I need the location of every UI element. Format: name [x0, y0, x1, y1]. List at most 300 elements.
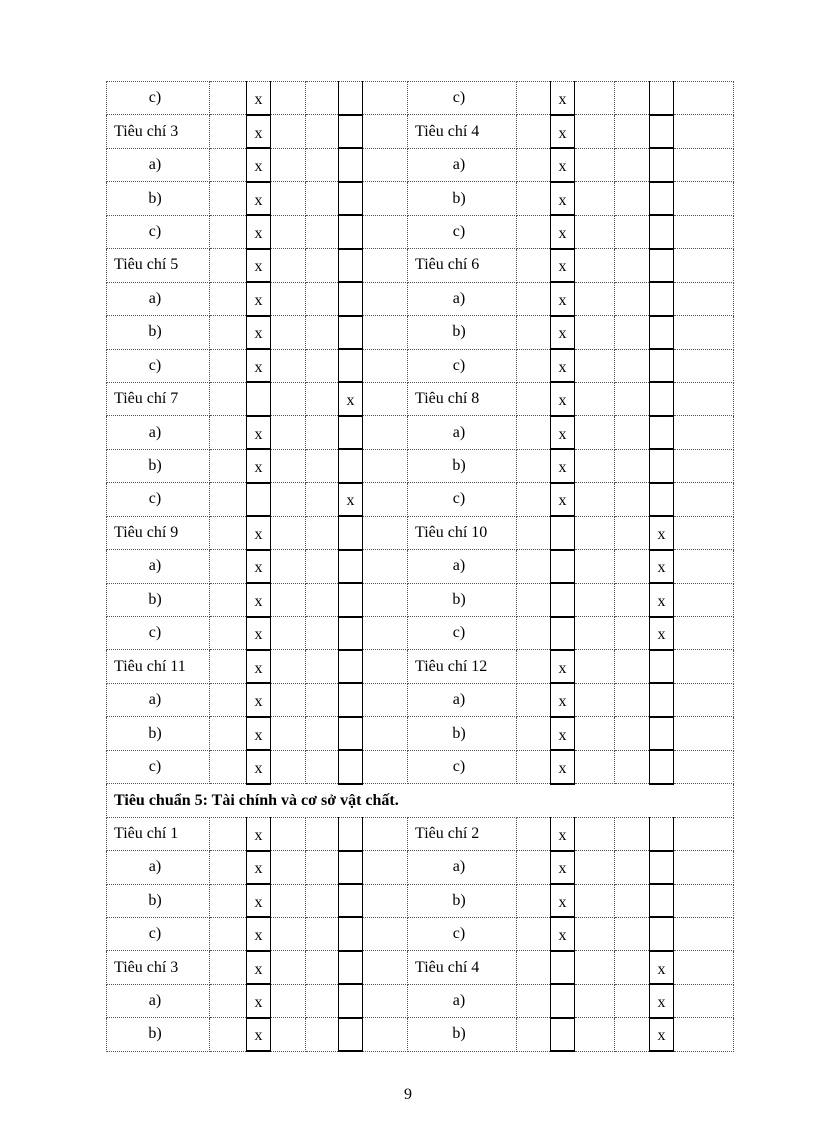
left-blank-cell	[306, 617, 339, 650]
criterion-row	[107, 349, 734, 382]
left-blank-cell	[306, 984, 339, 1017]
left-mark-1: x	[254, 626, 263, 644]
left-mark-cell-2	[339, 249, 363, 282]
right-blank-cell	[575, 650, 615, 683]
left-mark-1: x	[254, 459, 263, 477]
right-blank-cell	[674, 349, 734, 382]
left-mark-1: x	[254, 358, 263, 376]
right-criterion-label: Tiêu chí 2	[408, 817, 517, 850]
right-blank-cell	[575, 717, 615, 750]
left-mark-cell-1	[247, 516, 271, 549]
right-blank-cell	[517, 82, 551, 115]
right-blank-cell	[575, 851, 615, 884]
left-mark-1: x	[254, 425, 263, 443]
left-blank-cell	[306, 82, 339, 115]
left-criterion-label: b)	[107, 182, 210, 215]
right-blank-cell	[575, 683, 615, 716]
left-blank-cell	[271, 382, 306, 415]
right-blank-cell	[517, 617, 551, 650]
left-mark-cell-2	[339, 483, 363, 516]
right-mark-cell-2	[650, 282, 674, 315]
right-blank-cell	[615, 1018, 650, 1051]
right-criterion-label: a)	[408, 851, 517, 884]
left-blank-cell	[363, 650, 408, 683]
left-mark-cell-1	[247, 884, 271, 917]
right-blank-cell	[575, 316, 615, 349]
left-mark-cell-1	[247, 817, 271, 850]
right-mark-cell-1	[551, 851, 575, 884]
left-blank-cell	[363, 115, 408, 148]
left-criterion-label: Tiêu chí 7	[107, 382, 210, 415]
left-blank-cell	[210, 182, 247, 215]
left-blank-cell	[210, 215, 247, 248]
right-mark-2: x	[657, 994, 666, 1012]
right-blank-cell	[575, 148, 615, 181]
right-blank-cell	[517, 148, 551, 181]
left-blank-cell	[210, 349, 247, 382]
left-blank-cell	[363, 282, 408, 315]
right-blank-cell	[517, 1018, 551, 1051]
left-blank-cell	[363, 717, 408, 750]
right-blank-cell	[615, 984, 650, 1017]
criterion-row	[107, 951, 734, 984]
left-blank-cell	[363, 516, 408, 549]
left-blank-cell	[363, 1018, 408, 1051]
left-blank-cell	[306, 917, 339, 950]
left-mark-cell-2	[339, 951, 363, 984]
right-blank-cell	[615, 951, 650, 984]
right-mark-cell-2	[650, 851, 674, 884]
right-mark-cell-2	[650, 449, 674, 482]
left-criterion-label: c)	[107, 82, 210, 115]
left-blank-cell	[210, 449, 247, 482]
left-blank-cell	[306, 483, 339, 516]
right-criterion-label: a)	[408, 550, 517, 583]
right-blank-cell	[674, 817, 734, 850]
left-mark-cell-2	[339, 617, 363, 650]
left-mark-1: x	[254, 726, 263, 744]
right-mark-cell-2	[650, 917, 674, 950]
left-mark-cell-1	[247, 583, 271, 616]
left-blank-cell	[210, 382, 247, 415]
right-blank-cell	[615, 817, 650, 850]
right-mark-cell-1	[551, 617, 575, 650]
right-mark-cell-1	[551, 917, 575, 950]
right-mark-cell-1	[551, 382, 575, 415]
left-blank-cell	[363, 215, 408, 248]
left-blank-cell	[210, 951, 247, 984]
left-mark-cell-1	[247, 249, 271, 282]
right-blank-cell	[517, 449, 551, 482]
left-mark-2: x	[346, 492, 355, 510]
left-mark-cell-2	[339, 349, 363, 382]
left-mark-cell-1	[247, 215, 271, 248]
right-blank-cell	[575, 984, 615, 1017]
left-blank-cell	[306, 683, 339, 716]
left-mark-cell-2	[339, 884, 363, 917]
right-criterion-label: c)	[408, 917, 517, 950]
left-mark-cell-1	[247, 683, 271, 716]
right-blank-cell	[674, 282, 734, 315]
left-criterion-label: c)	[107, 215, 210, 248]
right-mark-cell-1	[551, 817, 575, 850]
left-criterion-label: b)	[107, 316, 210, 349]
right-mark-cell-2	[650, 316, 674, 349]
left-blank-cell	[306, 1018, 339, 1051]
left-criterion-label: b)	[107, 1018, 210, 1051]
left-blank-cell	[271, 416, 306, 449]
right-blank-cell	[517, 683, 551, 716]
left-blank-cell	[363, 550, 408, 583]
right-blank-cell	[615, 917, 650, 950]
right-blank-cell	[674, 316, 734, 349]
left-blank-cell	[306, 583, 339, 616]
right-blank-cell	[674, 215, 734, 248]
right-blank-cell	[517, 516, 551, 549]
left-blank-cell	[271, 516, 306, 549]
left-mark-cell-2	[339, 851, 363, 884]
left-mark-cell-2	[339, 316, 363, 349]
left-blank-cell	[210, 984, 247, 1017]
left-blank-cell	[271, 82, 306, 115]
right-mark-1: x	[558, 826, 567, 844]
right-mark-cell-2	[650, 82, 674, 115]
right-blank-cell	[674, 382, 734, 415]
left-blank-cell	[210, 750, 247, 783]
right-mark-cell-1	[551, 148, 575, 181]
right-blank-cell	[615, 182, 650, 215]
right-mark-1: x	[558, 893, 567, 911]
left-mark-cell-2	[339, 717, 363, 750]
left-blank-cell	[210, 249, 247, 282]
left-mark-cell-1	[247, 1018, 271, 1051]
criterion-row	[107, 282, 734, 315]
right-blank-cell	[517, 249, 551, 282]
left-mark-1: x	[254, 258, 263, 276]
left-blank-cell	[210, 516, 247, 549]
left-blank-cell	[363, 249, 408, 282]
left-mark-1: x	[254, 927, 263, 945]
left-blank-cell	[363, 416, 408, 449]
left-mark-cell-2	[339, 82, 363, 115]
right-blank-cell	[674, 884, 734, 917]
right-criterion-label: c)	[408, 215, 517, 248]
left-blank-cell	[363, 817, 408, 850]
right-mark-cell-1	[551, 115, 575, 148]
left-mark-1: x	[254, 224, 263, 242]
left-criterion-label: b)	[107, 583, 210, 616]
right-criterion-label: Tiêu chí 6	[408, 249, 517, 282]
right-blank-cell	[674, 550, 734, 583]
right-mark-1: x	[558, 358, 567, 376]
criterion-row	[107, 382, 734, 415]
right-criterion-label: b)	[408, 316, 517, 349]
left-mark-cell-2	[339, 817, 363, 850]
left-mark-cell-1	[247, 416, 271, 449]
right-blank-cell	[575, 917, 615, 950]
left-mark-1: x	[254, 158, 263, 176]
left-mark-2: x	[346, 392, 355, 410]
right-blank-cell	[575, 416, 615, 449]
left-mark-cell-1	[247, 851, 271, 884]
criterion-row	[107, 851, 734, 884]
left-mark-cell-2	[339, 416, 363, 449]
right-blank-cell	[517, 884, 551, 917]
right-blank-cell	[674, 750, 734, 783]
criterion-row	[107, 483, 734, 516]
right-mark-1: x	[558, 659, 567, 677]
right-blank-cell	[615, 115, 650, 148]
right-blank-cell	[674, 82, 734, 115]
right-blank-cell	[674, 516, 734, 549]
right-criterion-label: a)	[408, 282, 517, 315]
right-mark-cell-2	[650, 750, 674, 783]
right-blank-cell	[575, 215, 615, 248]
left-mark-1: x	[254, 291, 263, 309]
left-blank-cell	[306, 249, 339, 282]
right-blank-cell	[674, 416, 734, 449]
criterion-row	[107, 215, 734, 248]
left-blank-cell	[210, 282, 247, 315]
right-blank-cell	[517, 984, 551, 1017]
right-mark-cell-1	[551, 483, 575, 516]
left-mark-cell-1	[247, 951, 271, 984]
right-blank-cell	[674, 984, 734, 1017]
left-mark-1: x	[254, 994, 263, 1012]
left-blank-cell	[210, 550, 247, 583]
left-blank-cell	[271, 316, 306, 349]
left-criterion-label: c)	[107, 917, 210, 950]
right-blank-cell	[517, 115, 551, 148]
criterion-row	[107, 416, 734, 449]
right-mark-1: x	[558, 693, 567, 711]
left-blank-cell	[306, 717, 339, 750]
left-blank-cell	[306, 851, 339, 884]
left-blank-cell	[363, 617, 408, 650]
right-blank-cell	[674, 917, 734, 950]
left-criterion-label: Tiêu chí 5	[107, 249, 210, 282]
right-blank-cell	[575, 115, 615, 148]
right-blank-cell	[517, 851, 551, 884]
right-mark-cell-2	[650, 717, 674, 750]
left-criterion-label: Tiêu chí 3	[107, 115, 210, 148]
right-criterion-label: b)	[408, 717, 517, 750]
left-criterion-label: a)	[107, 984, 210, 1017]
right-blank-cell	[517, 817, 551, 850]
criterion-row	[107, 550, 734, 583]
right-mark-cell-2	[650, 483, 674, 516]
evaluation-table-body	[107, 82, 734, 1052]
right-mark-cell-2	[650, 683, 674, 716]
right-blank-cell	[615, 416, 650, 449]
left-blank-cell	[271, 182, 306, 215]
left-mark-cell-1	[247, 483, 271, 516]
right-mark-cell-1	[551, 182, 575, 215]
left-blank-cell	[363, 851, 408, 884]
left-blank-cell	[271, 583, 306, 616]
right-blank-cell	[615, 215, 650, 248]
right-mark-1: x	[558, 392, 567, 410]
right-blank-cell	[517, 282, 551, 315]
left-blank-cell	[363, 951, 408, 984]
criterion-row	[107, 82, 734, 115]
right-blank-cell	[615, 382, 650, 415]
right-mark-cell-2	[650, 550, 674, 583]
right-mark-cell-2	[650, 215, 674, 248]
left-blank-cell	[306, 115, 339, 148]
right-mark-cell-2	[650, 617, 674, 650]
right-blank-cell	[615, 449, 650, 482]
right-mark-cell-2	[650, 382, 674, 415]
left-criterion-label: c)	[107, 349, 210, 382]
right-blank-cell	[674, 951, 734, 984]
right-mark-cell-1	[551, 650, 575, 683]
right-blank-cell	[575, 82, 615, 115]
right-blank-cell	[615, 683, 650, 716]
right-blank-cell	[517, 750, 551, 783]
left-mark-1: x	[254, 90, 263, 108]
left-mark-1: x	[254, 525, 263, 543]
right-blank-cell	[674, 1018, 734, 1051]
right-blank-cell	[517, 583, 551, 616]
right-criterion-label: c)	[408, 349, 517, 382]
left-mark-1: x	[254, 893, 263, 911]
left-blank-cell	[271, 148, 306, 181]
left-blank-cell	[363, 884, 408, 917]
left-blank-cell	[210, 717, 247, 750]
left-blank-cell	[210, 617, 247, 650]
left-mark-cell-1	[247, 984, 271, 1017]
left-criterion-label: Tiêu chí 1	[107, 817, 210, 850]
left-mark-cell-2	[339, 115, 363, 148]
right-mark-cell-2	[650, 583, 674, 616]
left-blank-cell	[271, 282, 306, 315]
criterion-row	[107, 917, 734, 950]
left-mark-cell-2	[339, 215, 363, 248]
left-blank-cell	[306, 516, 339, 549]
left-mark-1: x	[254, 960, 263, 978]
right-blank-cell	[615, 148, 650, 181]
right-criterion-label: c)	[408, 617, 517, 650]
right-criterion-label: a)	[408, 683, 517, 716]
left-blank-cell	[306, 884, 339, 917]
right-blank-cell	[575, 349, 615, 382]
left-mark-1: x	[254, 559, 263, 577]
left-blank-cell	[271, 650, 306, 683]
left-blank-cell	[210, 416, 247, 449]
criterion-row	[107, 148, 734, 181]
left-mark-cell-1	[247, 717, 271, 750]
right-blank-cell	[674, 683, 734, 716]
right-mark-2: x	[657, 559, 666, 577]
right-blank-cell	[615, 717, 650, 750]
evaluation-table	[106, 81, 734, 1052]
criterion-row	[107, 1018, 734, 1051]
right-blank-cell	[517, 416, 551, 449]
right-mark-1: x	[558, 258, 567, 276]
left-criterion-label: b)	[107, 717, 210, 750]
left-mark-1: x	[254, 124, 263, 142]
section-header-row	[107, 784, 734, 817]
right-mark-cell-1	[551, 349, 575, 382]
left-blank-cell	[271, 683, 306, 716]
section-title: Tiêu chuẩn 5: Tài chính và cơ sở vật chất.	[107, 784, 734, 817]
right-criterion-label: Tiêu chí 8	[408, 382, 517, 415]
right-criterion-label: Tiêu chí 10	[408, 516, 517, 549]
right-mark-cell-1	[551, 750, 575, 783]
right-mark-cell-2	[650, 349, 674, 382]
right-mark-cell-1	[551, 583, 575, 616]
right-blank-cell	[674, 115, 734, 148]
criterion-row	[107, 650, 734, 683]
left-criterion-label: c)	[107, 617, 210, 650]
right-criterion-label: b)	[408, 1018, 517, 1051]
left-blank-cell	[306, 550, 339, 583]
left-blank-cell	[271, 617, 306, 650]
left-mark-1: x	[254, 592, 263, 610]
right-criterion-label: a)	[408, 416, 517, 449]
right-criterion-label: c)	[408, 750, 517, 783]
right-blank-cell	[615, 282, 650, 315]
right-criterion-label: Tiêu chí 4	[408, 951, 517, 984]
right-mark-cell-1	[551, 82, 575, 115]
right-criterion-label: c)	[408, 82, 517, 115]
right-mark-cell-2	[650, 516, 674, 549]
right-mark-cell-1	[551, 1018, 575, 1051]
left-mark-cell-1	[247, 617, 271, 650]
left-mark-cell-1	[247, 316, 271, 349]
right-blank-cell	[615, 249, 650, 282]
right-blank-cell	[615, 349, 650, 382]
left-blank-cell	[271, 249, 306, 282]
criterion-row	[107, 516, 734, 549]
right-blank-cell	[615, 550, 650, 583]
left-blank-cell	[363, 148, 408, 181]
left-blank-cell	[210, 817, 247, 850]
left-mark-cell-1	[247, 449, 271, 482]
criterion-row	[107, 249, 734, 282]
right-blank-cell	[615, 483, 650, 516]
left-mark-cell-2	[339, 382, 363, 415]
left-blank-cell	[271, 1018, 306, 1051]
right-mark-cell-1	[551, 249, 575, 282]
right-blank-cell	[575, 750, 615, 783]
left-blank-cell	[210, 917, 247, 950]
right-blank-cell	[575, 449, 615, 482]
right-mark-cell-1	[551, 282, 575, 315]
left-blank-cell	[363, 349, 408, 382]
left-mark-cell-1	[247, 82, 271, 115]
left-criterion-label: a)	[107, 550, 210, 583]
left-blank-cell	[210, 1018, 247, 1051]
right-mark-1: x	[558, 158, 567, 176]
right-mark-1: x	[558, 492, 567, 510]
left-mark-1: x	[254, 191, 263, 209]
left-mark-cell-1	[247, 115, 271, 148]
right-blank-cell	[615, 583, 650, 616]
left-mark-1: x	[254, 659, 263, 677]
left-criterion-label: Tiêu chí 9	[107, 516, 210, 549]
left-blank-cell	[306, 382, 339, 415]
left-blank-cell	[210, 316, 247, 349]
right-blank-cell	[517, 951, 551, 984]
left-criterion-label: c)	[107, 750, 210, 783]
left-mark-cell-2	[339, 1018, 363, 1051]
left-criterion-label: b)	[107, 884, 210, 917]
left-blank-cell	[210, 115, 247, 148]
left-blank-cell	[306, 650, 339, 683]
left-mark-1: x	[254, 826, 263, 844]
